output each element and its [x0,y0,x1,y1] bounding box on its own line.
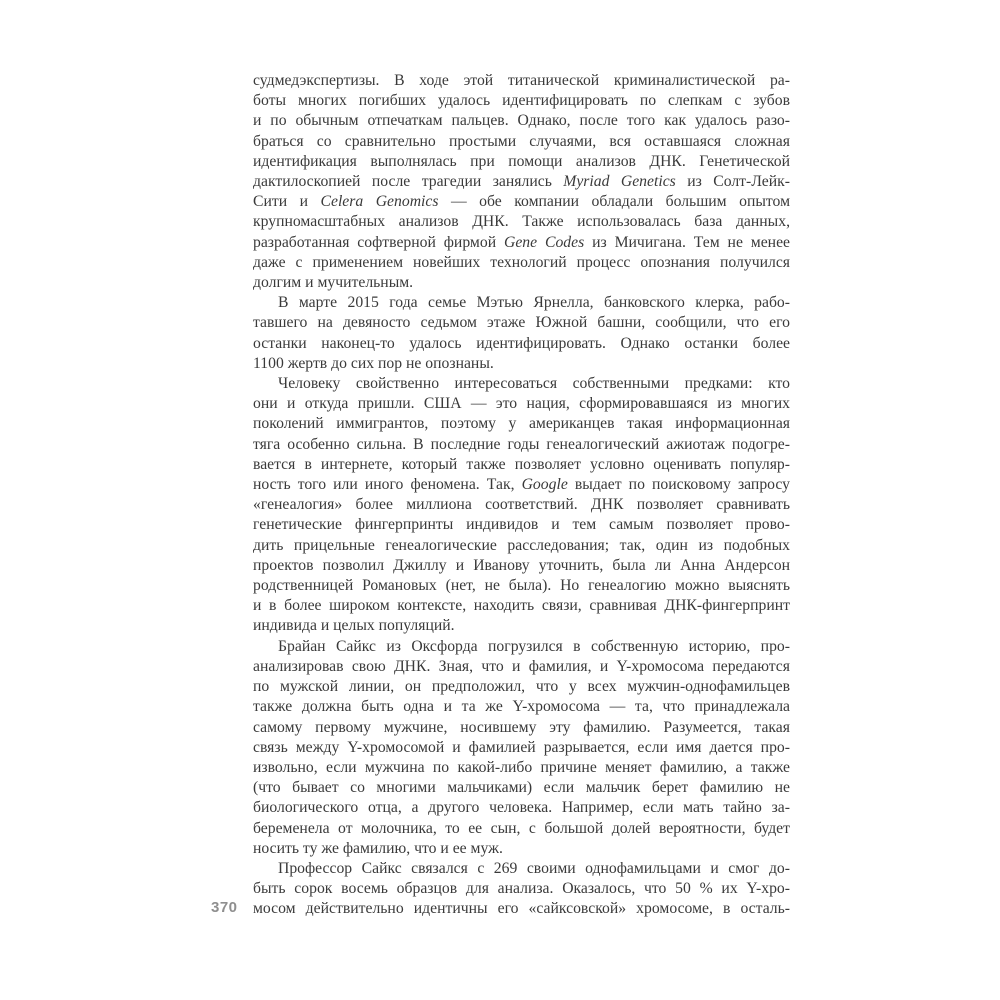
paragraph [253,71,790,293]
text-line: вается в интернете, который также позволяет условно оценивать популяр- [253,455,790,473]
text-line: самому первому мужчине, носившему эту фамилию. Разумеется, такая [253,718,790,736]
text-line: 1100 жертв до сих пор не опознаны. [253,354,494,372]
text-line: боты многих погибших удалось идентифицировать по слепкам с зубов [253,92,790,110]
text-line: носить ту же фамилию, что и ее муж. [253,839,503,857]
paragraph [253,859,790,920]
text-line: Человеку свойственно интересоваться собственными предками: кто [278,375,790,393]
text-line: Профессор Сайкс связался с 269 своими однофамильцами и смог до- [278,859,790,877]
paragraph [253,374,790,637]
text-line: долгим и мучительным. [253,274,414,292]
text-line: Брайан Сайкс из Оксфорда погрузился в собственную историю, про- [278,637,790,655]
text-line: и в более широком контексте, находить связи, сравнивая ДНК-фингерпринт [253,597,790,615]
text-line: дактилоскопией после трагедии занялись Myriad Genetics из Солт-Лейк- [253,173,790,191]
text-line: извольно, если мужчина по какой-либо причине меняет фамилию, а также [253,758,790,776]
text-line: проектов позволил Джиллу и Иванову уточнить, была ли Анна Андерсон [253,556,790,574]
text-line: идентификация выполнялась при помощи анализов ДНК. Генетической [253,152,790,170]
text-line: Сити и Celera Genomics — обе компании обладали большим опытом [253,193,790,211]
paragraph [253,637,790,859]
text-line: останки наконец-то удалось идентифицировать. Однако останки более [253,334,790,352]
text-line: В марте 2015 года семье Мэтью Ярнелла, банковского клерка, рабо- [278,294,790,312]
text-line: генетические фингерпринты индивидов и тем самым позволяет прово- [253,516,790,534]
text-line: разработанная софтверной фирмой Gene Codes из Мичигана. Тем не менее [253,233,791,251]
text-line: ность того или иного феномена. Так, Google выдает по поисковому запросу [253,476,790,494]
paragraph [253,293,790,374]
text-line: по мужской линии, он предположил, что у всех мужчин-однофамильцев [253,678,790,696]
text-line: и по обычным отпечаткам пальцев. Однако, после того как удалось разо- [253,112,790,130]
text-line: биологического отца, а другого человека. Например, если мать тайно за- [253,799,790,817]
text-line: родственницей Романовых (нет, не была). Но генеалогию можно выяснять [253,577,790,595]
text-line: беременела от молочника, то ее сын, с большой долей вероятности, будет [253,819,790,837]
text-line: анализировав свою ДНК. Зная, что и фамилия, и Y-хромосома передаются [253,657,790,675]
text-line: даже с применением новейших технологий процесс опознания получился [253,253,790,271]
text-column [253,71,790,920]
text-line: мосом действительно идентичны его «сайксовской» хромосоме, в осталь- [253,900,790,918]
text-line: индивида и целых популяций. [253,617,455,635]
text-line: поколений иммигрантов, поэтому у американцев такая информационная [253,415,790,433]
text-line: (что бывает со многими мальчиками) если мальчик берет фамилию не [253,779,790,797]
text-line: быть сорок восемь образцов для анализа. Оказалось, что 50 % их Y-хро- [253,880,790,898]
text-line: тавшего на девяносто седьмом этаже Южной башни, сообщили, что его [253,314,790,332]
text-line: связь между Y-хромосомой и фамилией разрывается, если имя дается про- [253,738,790,756]
text-line: они и откуда пришли. США — это нация, сформировавшаяся из многих [253,395,790,413]
text-line: крупномасштабных анализов ДНК. Также использовалась база данных, [253,213,790,231]
page-number: 370 [211,899,238,916]
text-line: судмедэкспертизы. В ходе этой титанической криминалистической ра- [253,72,790,89]
text-line: браться со сравнительно простыми случаями, вся оставшаяся сложная [253,132,790,150]
text-line: также должна быть одна и та же Y-хромосома — та, что принадлежала [253,698,790,716]
text-line: дить прицельные генеалогические расследования; так, один из подобных [253,536,790,554]
text-line: «генеалогия» более миллиона соответствий. ДНК позволяет сравнивать [253,496,790,514]
text-line: тяга особенно сильна. В последние годы генеалогический ажиотаж подогре- [253,435,790,453]
